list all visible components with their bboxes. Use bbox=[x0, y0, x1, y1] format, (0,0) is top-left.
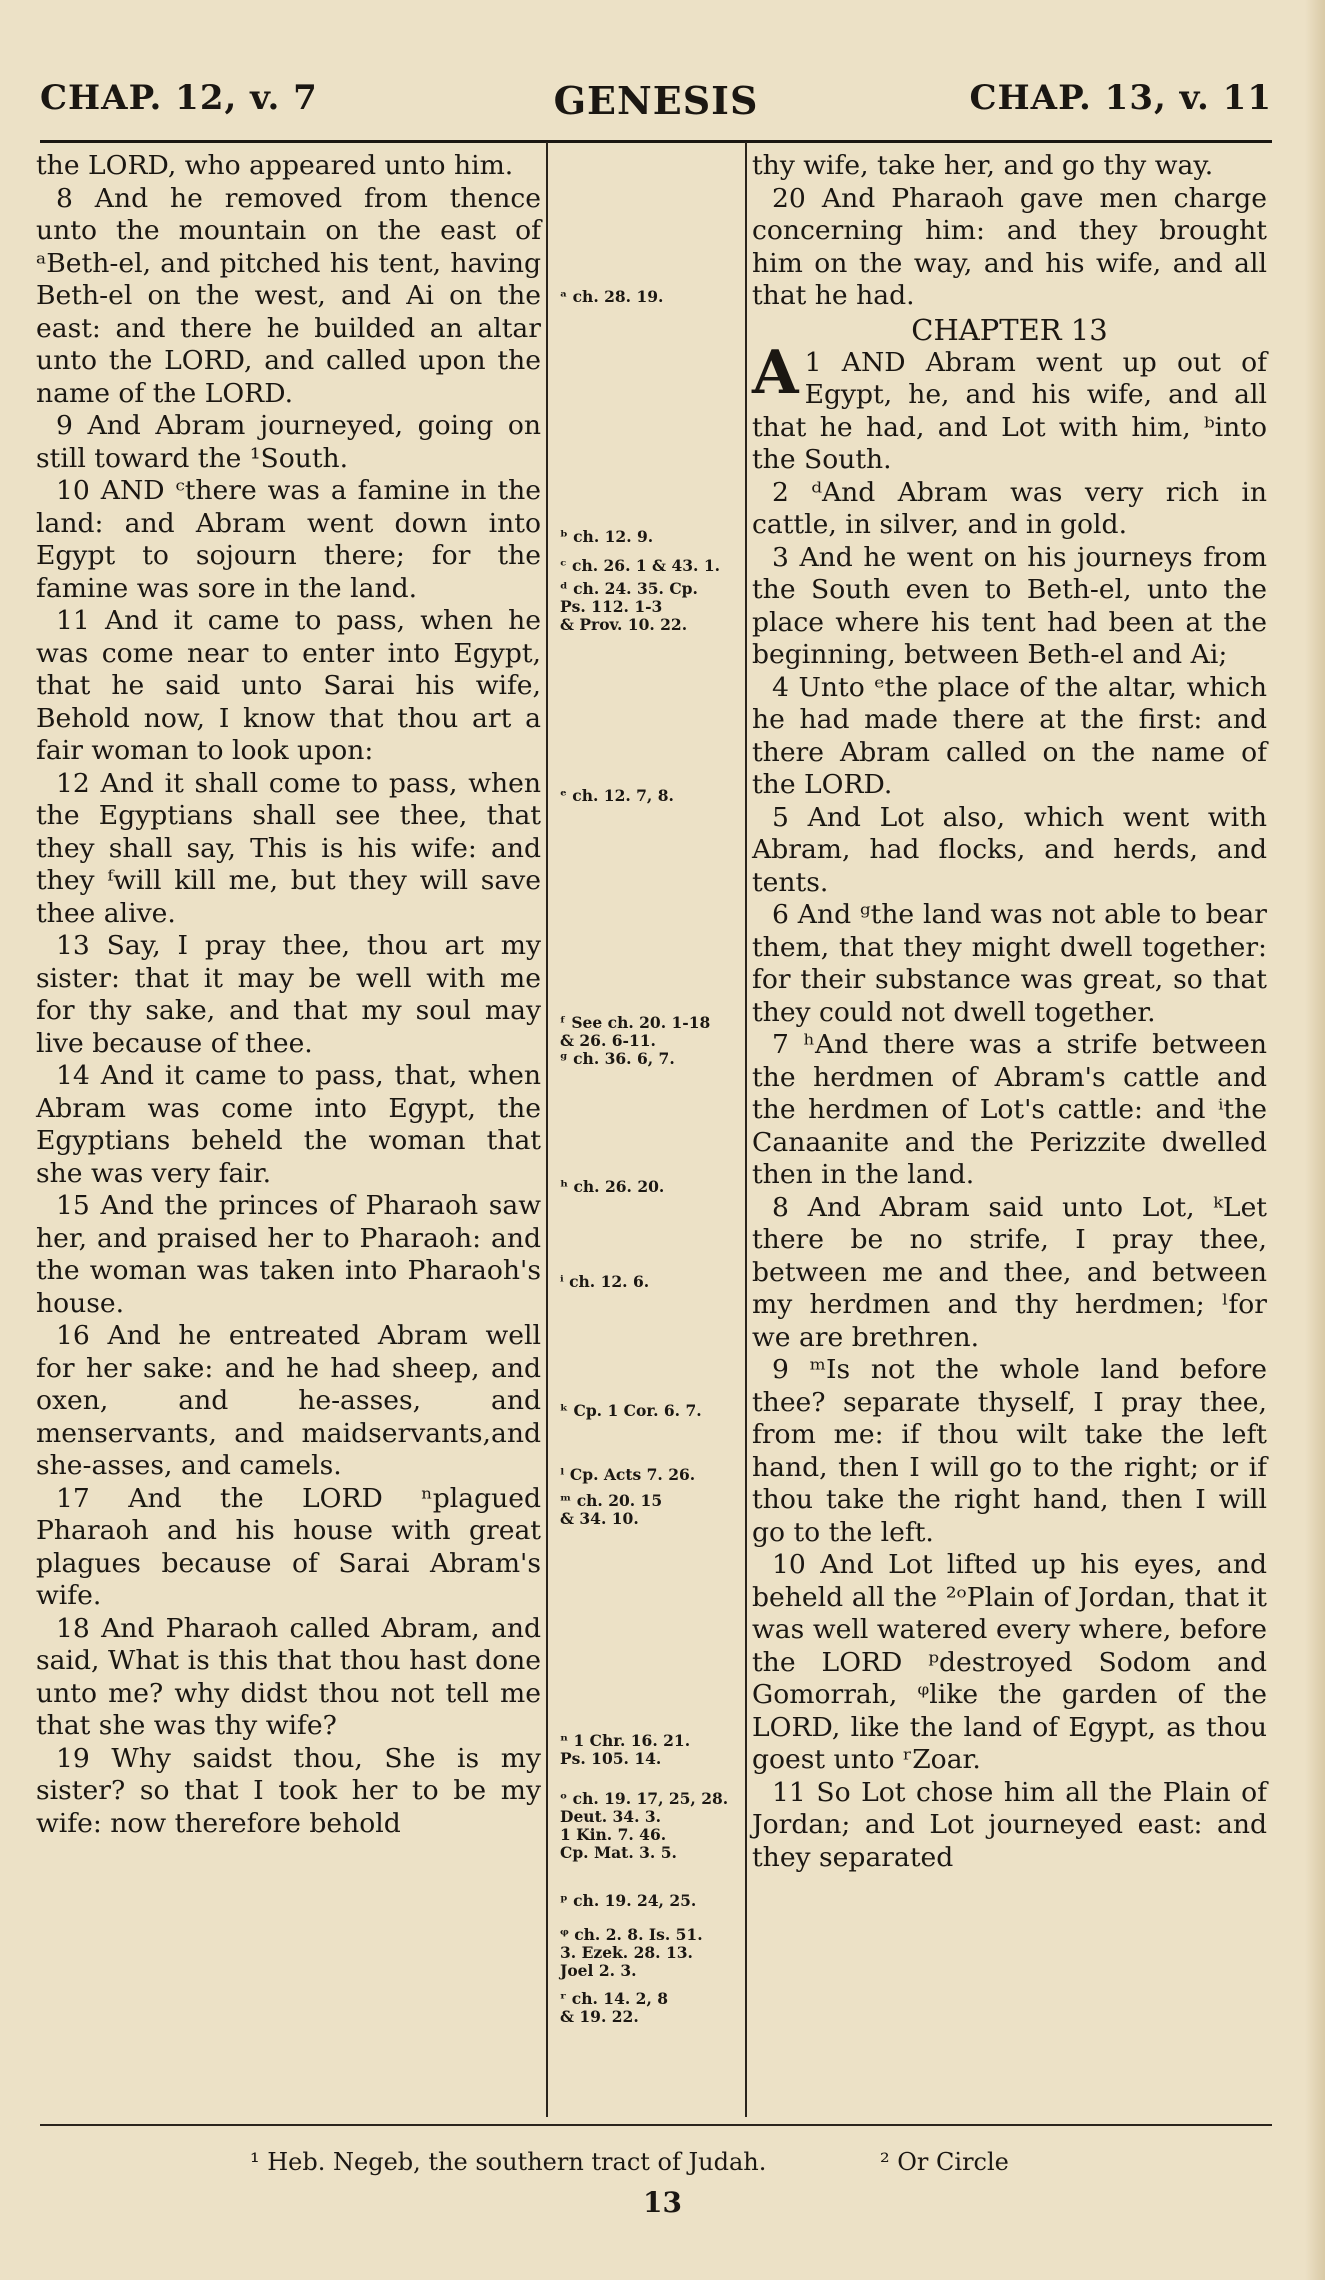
cross-reference: ʳ ch. 14. 2, 8 & 19. 22. bbox=[560, 1989, 669, 2026]
header-left-reference: CHAP. 12, v. 7 bbox=[40, 78, 318, 118]
text-column-right bbox=[752, 150, 1267, 1874]
verse: 10 AND ᶜthere was a famine in the land: and Abram went down into Egypt to sojourn there; for the famine was sore in the land. bbox=[36, 475, 541, 604]
verse: 5 And Lot also, which went with Abram, had flocks, and herds, and tents. bbox=[752, 801, 1267, 898]
verse: 6 And ᵍthe land was not able to bear them, that they might dwell together: for their substance was great, so that they could not dwell together. bbox=[752, 899, 1267, 1028]
verse: 4 Unto ᵉthe place of the altar, which he had made there at the first: and there Abram called on the name of the LORD. bbox=[752, 671, 1267, 800]
cross-reference-margin bbox=[560, 0, 738, 2280]
cross-reference: ᵍ ch. 36. 6, 7. bbox=[560, 1049, 675, 1068]
cross-reference: ⁱ ch. 12. 6. bbox=[560, 1272, 650, 1291]
verse: 11 And it came to pass, when he was come near to enter into Egypt, that he said unto Sarai his wife, Behold now, I know that thou art a fair woman to look upon: bbox=[36, 605, 541, 766]
verse: 8 And he removed from thence unto the mountain on the east of ᵃBeth-el, and pitched his tent, having Beth-el on the west, and Ai on the east: and there he builded an altar unto the LORD, and called upon the name of the LORD. bbox=[36, 182, 541, 409]
verse: 2 ᵈAnd Abram was very rich in cattle, in silver, and in gold. bbox=[752, 476, 1267, 540]
cross-reference: ᵒ ch. 19. 17, 25, 28. Deut. 34. 3. 1 Kin. 7. 46. Cp. Mat. 3. 5. bbox=[560, 1789, 729, 1862]
verse: 8 And Abram said unto Lot, ᵏLet there be no strife, I pray thee, between me and thee, and between my herdmen and thy herdmen; ˡfor we are brethren. bbox=[752, 1191, 1267, 1353]
text-column-left bbox=[36, 150, 541, 1840]
cross-reference: ᵉ ch. 12. 7, 8. bbox=[560, 786, 674, 805]
verse: 19 Why saidst thou, She is my sister? so that I took her to be my wife: now therefore behold bbox=[36, 1742, 541, 1839]
verse: 14 And it came to pass, that, when Abram was come into Egypt, the Egyptians beheld the woman that she was very fair. bbox=[36, 1060, 541, 1189]
verse-first bbox=[752, 337, 1267, 477]
verse: the LORD, who appeared unto him. bbox=[36, 150, 514, 181]
verse: 9 ᵐIs not the whole land before thee? separate thyself, I pray thee, from me: if thou wilt take the left hand, then I will go to the right; or if thou take the right hand, then I will go to the left. bbox=[752, 1354, 1267, 1548]
drop-cap: A bbox=[752, 337, 799, 408]
verse: 9 And Abram journeyed, going on still toward the ¹South. bbox=[36, 410, 541, 474]
header-book-title: GENESIS bbox=[553, 78, 759, 123]
column-divider-right bbox=[745, 142, 747, 2117]
chapter-heading: CHAPTER 13 bbox=[911, 312, 1108, 347]
verse: 16 And he entreated Abram well for her sake: and he had sheep, and oxen, and he-asses, and menservants, and maidservants,and she-asses, and camels. bbox=[36, 1320, 541, 1481]
footnote-rule bbox=[40, 2124, 1272, 2126]
cross-reference: ⁿ 1 Chr. 16. 21. Ps. 105. 14. bbox=[560, 1731, 691, 1768]
header-right-reference: CHAP. 13, v. 11 bbox=[969, 78, 1272, 118]
verse: thy wife, take her, and go thy way. bbox=[752, 150, 1214, 181]
verse: 7 ʰAnd there was a strife between the herdmen of Abram's cattle and the herdmen of Lot's cattle: and ⁱthe Canaanite and the Perizzite dwelled then in the land. bbox=[752, 1029, 1267, 1190]
verse: 12 And it shall come to pass, when the Egyptians shall see thee, that they shall say, This is his wife: and they ᶠwill kill me, but they will save thee alive. bbox=[36, 767, 541, 929]
verse: 20 And Pharaoh gave men charge concerning him: and they brought him on the way, and his wife, and all that he had. bbox=[752, 182, 1267, 311]
cross-reference: ᵖ ch. 19. 24, 25. bbox=[560, 1891, 697, 1910]
verse-text: 1 AND Abram went up out of Egypt, he, and his wife, and all that he had, and Lot with him, ᵇinto the South. bbox=[752, 346, 1267, 475]
cross-reference: ᵏ Cp. 1 Cor. 6. 7. bbox=[560, 1401, 702, 1420]
verse: 15 And the princes of Pharaoh saw her, and praised her to Pharaoh: and the woman was taken into Pharaoh's house. bbox=[36, 1190, 541, 1319]
verse: 17 And the LORD ⁿplagued Pharaoh and his house with great plagues because of Sarai Abram's wife. bbox=[36, 1482, 541, 1611]
page-number: 13 bbox=[643, 2186, 682, 2219]
verse: 18 And Pharaoh called Abram, and said, What is this that thou hast done unto me? why didst thou not tell me that she was thy wife? bbox=[36, 1612, 541, 1741]
cross-reference: ᵃ ch. 28. 19. bbox=[560, 287, 664, 306]
verse: 13 Say, I pray thee, thou art my sister: that it may be well with me for thy sake, and that my soul may live because of thee. bbox=[36, 930, 541, 1059]
cross-reference: ᶠ See ch. 20. 1-18 & 26. 6-11. bbox=[560, 1013, 711, 1050]
verse: 11 So Lot chose him all the Plain of Jordan; and Lot journeyed east: and they separated bbox=[752, 1776, 1267, 1873]
cross-reference: ʰ ch. 26. 20. bbox=[560, 1177, 665, 1196]
verse: 10 And Lot lifted up his eyes, and beheld all the ²ᵒPlain of Jordan, that it was well watered every where, before the LORD ᵖdestroyed Sodom and Gomorrah, ᵠlike the garden of the LORD, like the land of Egypt, as thou goest unto ʳZoar. bbox=[752, 1549, 1267, 1775]
column-divider-left bbox=[546, 142, 548, 2117]
cross-reference: ᵐ ch. 20. 15 & 34. 10. bbox=[560, 1491, 663, 1528]
footnote-2: ² Or Circle bbox=[880, 2148, 1009, 2176]
cross-reference: ᶜ ch. 26. 1 & 43. 1. bbox=[560, 556, 720, 575]
cross-reference: ᵈ ch. 24. 35. Cp. Ps. 112. 1-3 & Prov. 10. 22. bbox=[560, 579, 698, 634]
cross-reference: ᵇ ch. 12. 9. bbox=[560, 527, 654, 546]
page-edge bbox=[1305, 0, 1325, 2280]
cross-reference: ˡ Cp. Acts 7. 26. bbox=[560, 1465, 696, 1484]
verse: 3 And he went on his journeys from the South even to Beth-el, unto the place where his tent had been at the beginning, between Beth-el and Ai; bbox=[752, 541, 1267, 670]
footnote-1: ¹ Heb. Negeb, the southern tract of Judah. bbox=[250, 2148, 767, 2176]
cross-reference: ᵠ ch. 2. 8. Is. 51. 3. Ezek. 28. 13. Joel 2. 3. bbox=[560, 1925, 703, 1980]
